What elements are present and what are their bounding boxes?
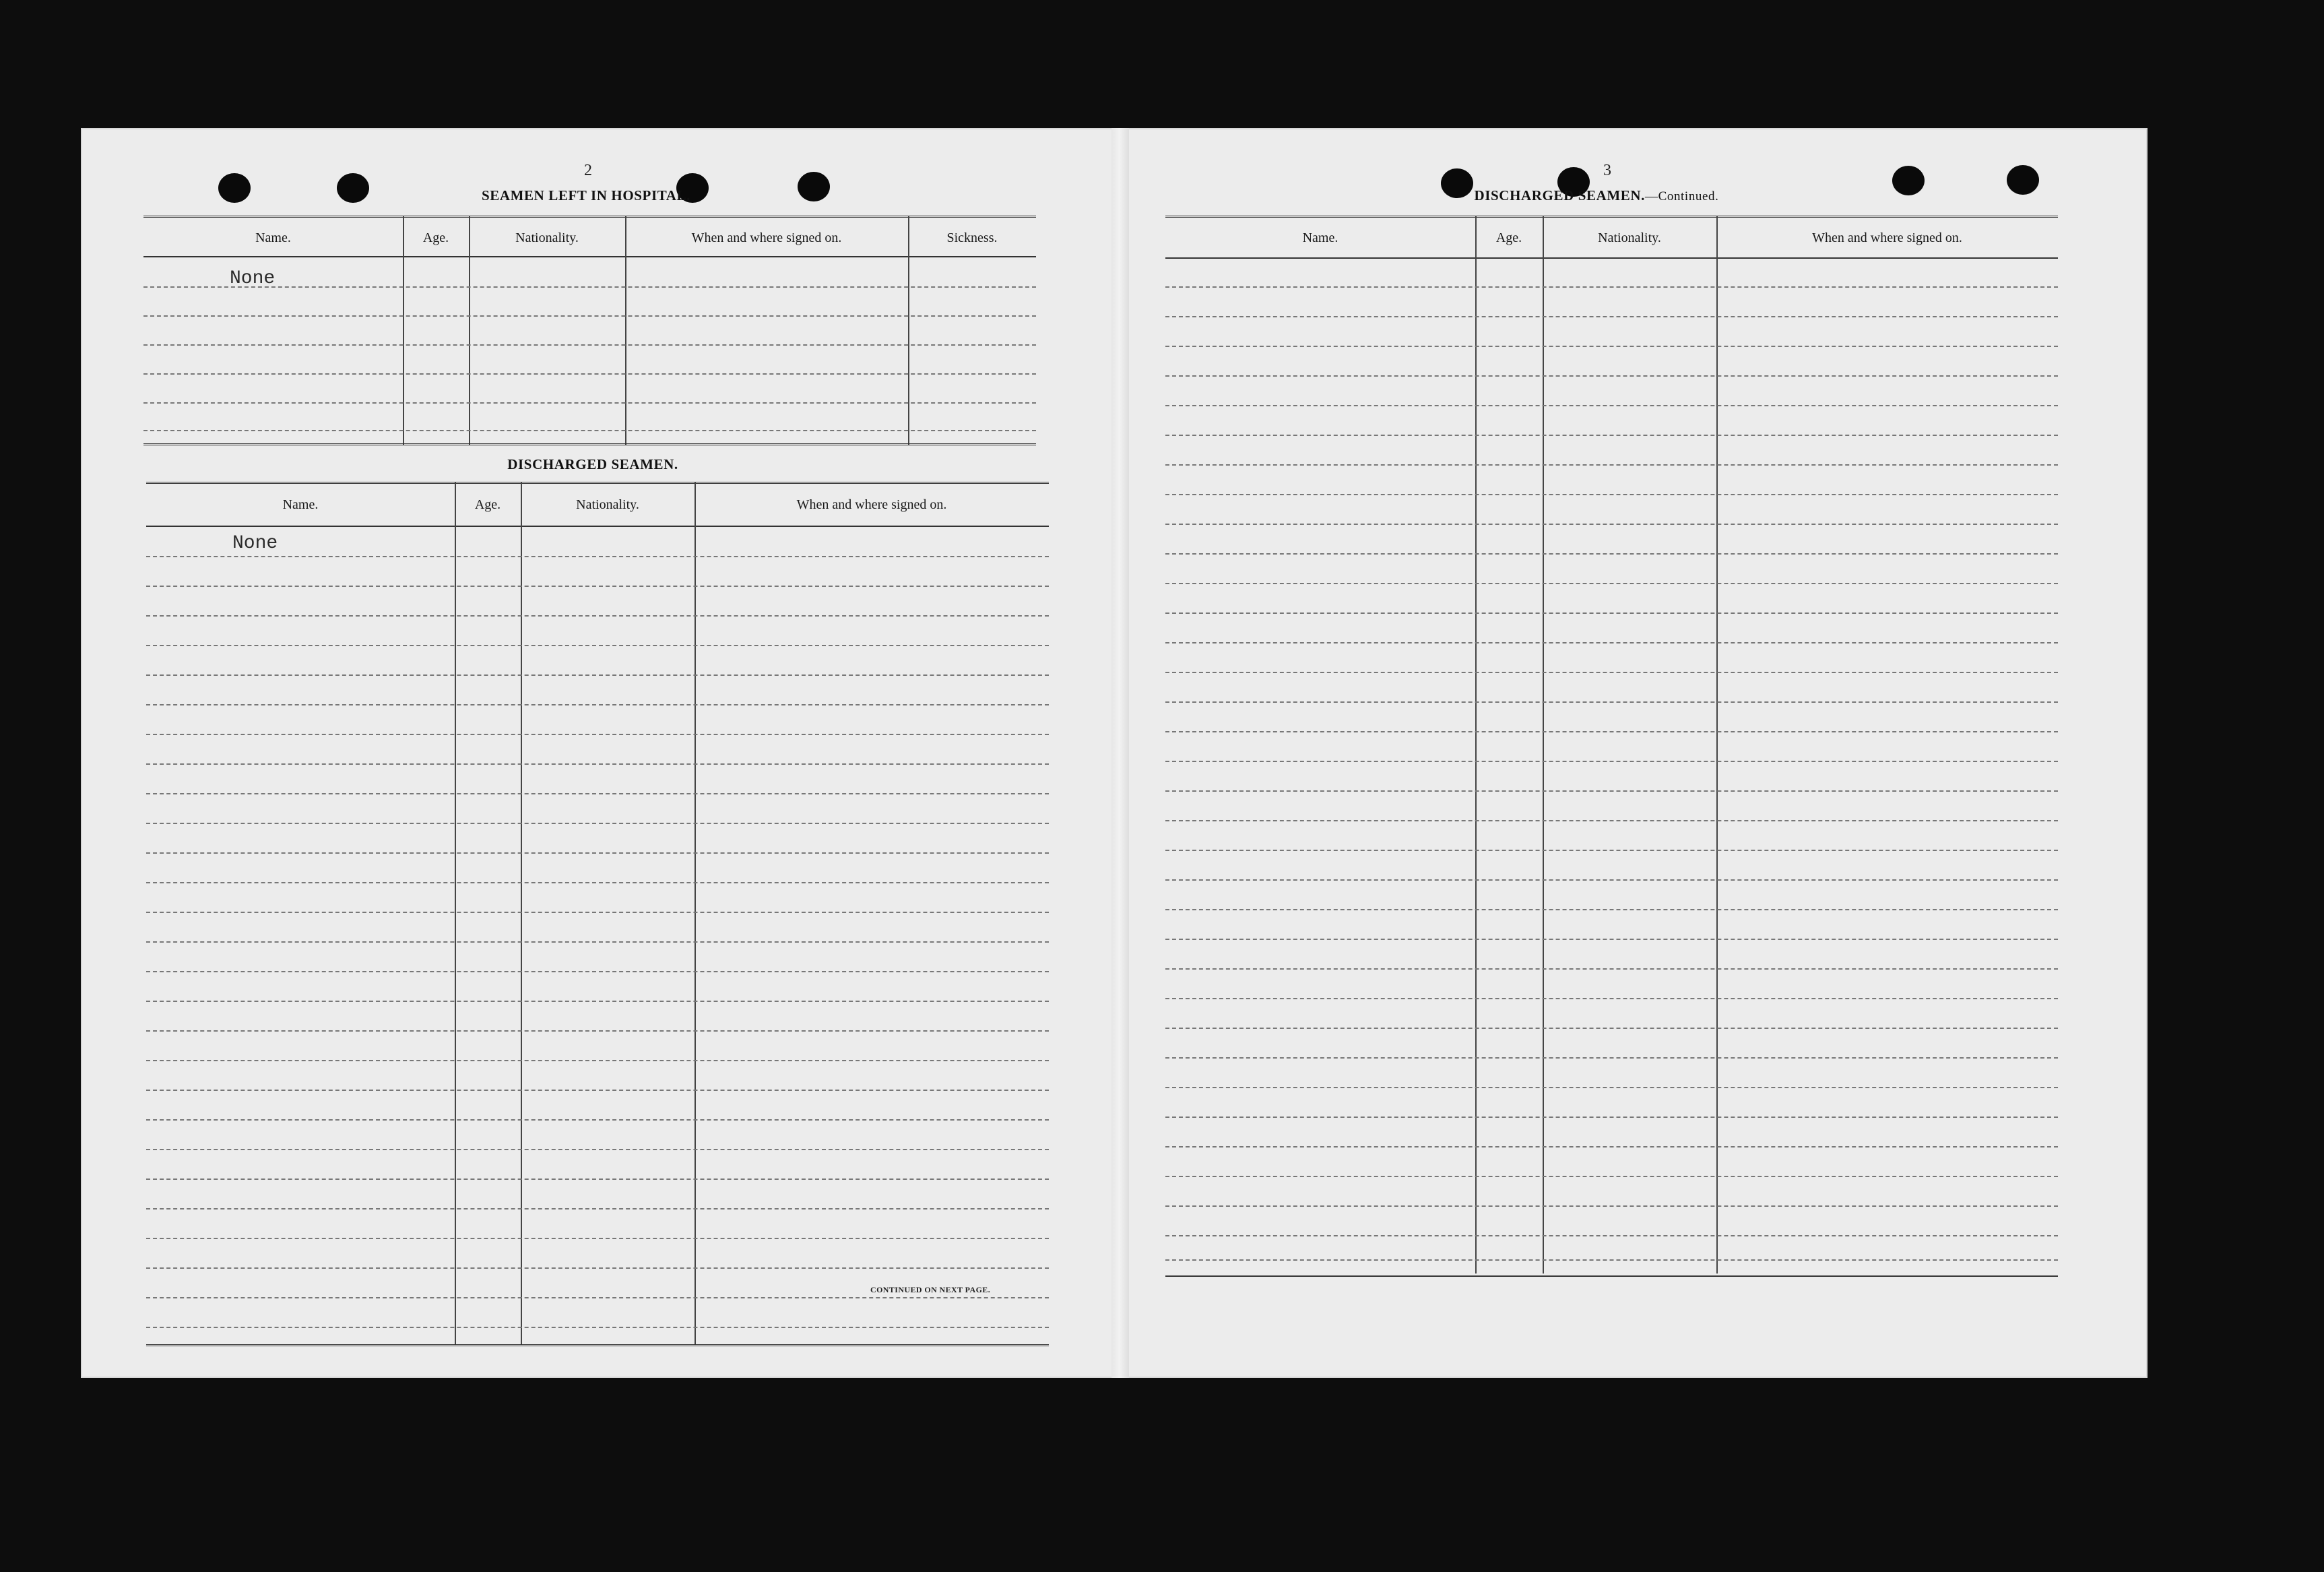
discharged-continued-table [1165,216,2058,1284]
book-spine [1111,128,1129,1378]
col-sickness: Sickness. [946,230,998,245]
punch-hole [1892,166,1925,195]
page-number-left: 2 [584,162,592,179]
discharged-continued-title-text: DISCHARGED SEAMEN. [1474,187,1645,203]
punch-hole [2007,165,2039,195]
col-age: Age. [422,230,449,245]
col-age: Age. [1495,230,1522,245]
discharged-section-title: DISCHARGED SEAMEN. [507,456,678,472]
ledger-spread [81,128,2148,1378]
col-signed-on: When and where signed on. [1812,230,1962,245]
continued-suffix: —Continued. [1644,189,1719,203]
col-signed-on: When and where signed on. [796,497,947,512]
hospital-table [143,216,1036,448]
page-number-right: 3 [1603,162,1611,179]
col-signed-on: When and where signed on. [691,230,842,245]
col-nationality: Nationality. [1598,230,1661,245]
col-name: Name. [255,230,291,245]
col-age: Age. [474,497,501,512]
col-name: Name. [282,497,319,512]
discharged-continued-title [1435,187,1758,204]
col-nationality: Nationality. [576,497,639,512]
punch-hole [798,172,830,201]
discharged-table [146,482,1049,1351]
punch-hole [337,173,369,203]
hospital-section-title: SEAMEN LEFT IN HOSPITAL. [481,187,691,203]
discharged-entry: None [232,533,278,554]
hospital-entry: None [230,268,276,289]
col-nationality: Nationality. [515,230,579,245]
punch-hole [218,173,251,203]
continued-footer: CONTINUED ON NEXT PAGE. [870,1285,991,1294]
col-name: Name. [1302,230,1338,245]
